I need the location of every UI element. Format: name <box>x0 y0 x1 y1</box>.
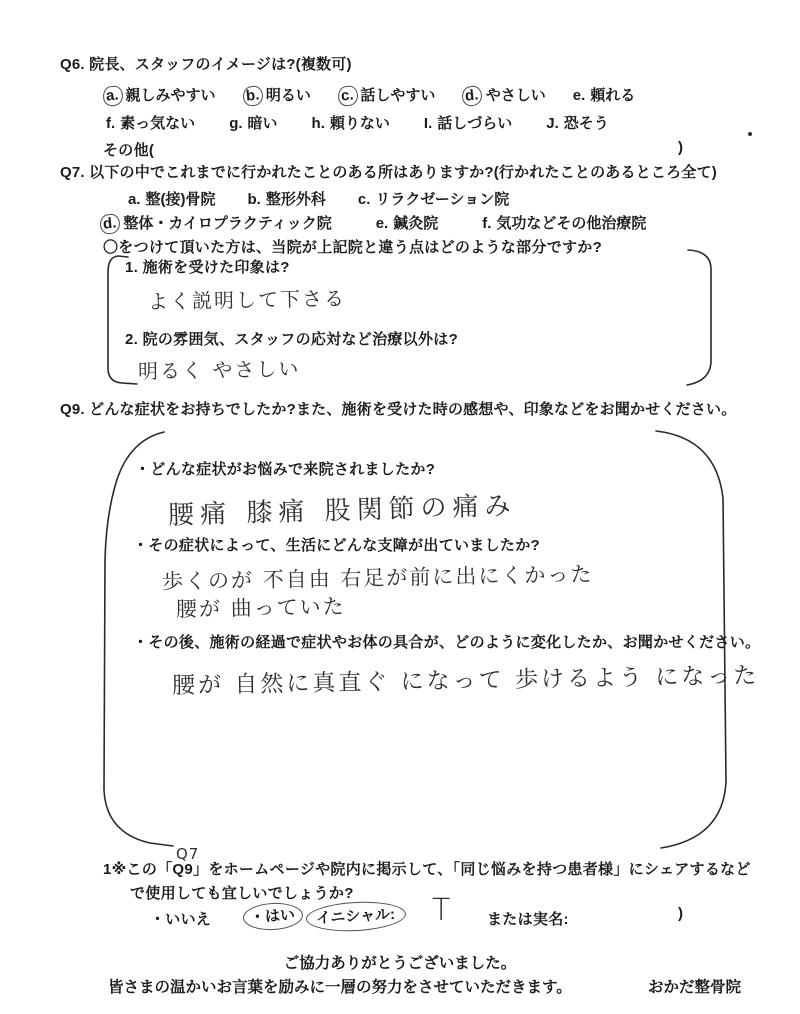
option-letter: f. <box>106 115 116 132</box>
option-label: 話しやすい <box>360 87 436 104</box>
option-letter: d. <box>99 213 121 235</box>
q6-option-h <box>312 112 390 133</box>
q6-options-row2 <box>106 112 609 133</box>
option-label: 気功などその他治療院 <box>496 215 647 232</box>
option-letter: c. <box>357 191 371 208</box>
option-letter: b. <box>247 191 261 208</box>
q9-bullet-3: ・その後、施術の経過で症状やお体の具合が、どのように変化したか、お聞かせください。 <box>133 634 761 651</box>
box-question-1: 1. 施術を受けた印象は? <box>125 259 290 276</box>
option-label: 整体・カイロプラクティック院 <box>123 215 332 232</box>
option-label: 話しづらい <box>437 115 513 132</box>
option-label: 親しみやすい <box>125 87 216 104</box>
option-letter: b. <box>242 85 264 107</box>
q9-bullet-2: ・その症状によって、生活にどんな支障が出ていましたか? <box>133 537 540 554</box>
q7-option-c <box>358 188 509 209</box>
option-letter: d. <box>461 85 483 107</box>
option-label: やさしい <box>485 87 546 104</box>
handwritten-impact-line2: 腰が 曲っていた <box>175 594 346 622</box>
q7-option-d <box>100 212 332 234</box>
option-letter: e. <box>572 87 586 104</box>
q6-option-d <box>462 84 545 106</box>
option-label: 明るい <box>265 87 311 104</box>
q7-options-row2 <box>100 212 646 234</box>
consent-option-no: ・いいえ <box>150 911 212 928</box>
consent-close-paren: ) <box>678 905 684 922</box>
option-label: 素っ気ない <box>120 115 196 132</box>
q6-option-i <box>424 112 512 133</box>
box-question-2: 2. 院の雰囲気、スタッフの応対など治療以外は? <box>125 331 459 348</box>
clinic-name: おかだ整骨院 <box>648 979 742 996</box>
footer-message: 皆さまの温かいお言葉を励みに一層の努力をさせていただきます。 <box>108 979 572 996</box>
option-letter: a. <box>102 85 123 107</box>
q6-title: Q6. 院長、スタッフのイメージは?(複数可) <box>60 56 352 73</box>
consent-line-1: 1※この「Q9」をホームページや院内に掲示して、「同じ悩みを持つ患者様」にシェアするなど <box>103 861 751 878</box>
q7-circle-prompt: 〇をつけて頂いた方は、当院が上記院と違う点はどのような部分ですか? <box>103 239 603 256</box>
q6-option-g <box>229 112 277 133</box>
q6-option-j <box>546 112 609 133</box>
option-letter: e. <box>375 215 389 232</box>
option-label: 頼れる <box>590 87 636 104</box>
option-label: 暗い <box>247 115 278 132</box>
handwritten-initial-value: T <box>432 893 451 928</box>
q6-option-b <box>243 84 311 106</box>
q9-title: Q9. どんな症状をお持ちでしたか?また、施術を受けた時の感想や、印象などをお聞かせください。 <box>60 401 737 418</box>
q7-option-b <box>248 188 326 209</box>
handwritten-answer-2: 明るく やさしい <box>137 356 301 384</box>
handwritten-margin-note: Q7 <box>176 845 200 863</box>
handwritten-impact-line1: 歩くのが 不自由 右足が前に出にくかった <box>161 562 594 594</box>
q6-option-c <box>338 84 436 106</box>
handwritten-symptoms: 腰痛 膝痛 股関節の痛み <box>167 491 517 531</box>
q6-option-f <box>106 112 195 133</box>
q6-other-close-paren: ) <box>678 139 684 156</box>
option-letter: h. <box>311 115 325 132</box>
footer-thanks: ご協力ありがとうございました。 <box>283 955 517 972</box>
q7-option-a <box>128 188 216 209</box>
option-label: 恐そう <box>563 115 609 132</box>
option-label: 整形外科 <box>265 191 326 208</box>
option-letter: J. <box>546 115 559 132</box>
option-letter: g. <box>229 115 243 132</box>
q7-options-row1 <box>128 188 509 209</box>
handwritten-answer-1: よく説明して下さる <box>147 286 347 314</box>
q6-option-e <box>573 84 636 105</box>
option-letter: a. <box>128 191 141 208</box>
q7-title: Q7. 以下の中でこれまでに行かれたことのある所はありますか?(行かれたことのあるところ全て) <box>60 164 717 181</box>
option-letter: f. <box>482 215 492 232</box>
q9-bullet-1: ・どんな症状がお悩みで来院されましたか? <box>135 461 436 478</box>
option-letter: I. <box>423 115 433 132</box>
option-label: 鍼灸院 <box>393 215 439 232</box>
consent-initial-label-circled: イニシャル: <box>305 899 406 933</box>
consent-option-yes-circled: ・はい <box>242 901 303 931</box>
q6-option-a <box>103 84 216 106</box>
option-letter: c. <box>337 85 358 107</box>
handwritten-outcome: 腰が 自然に真直ぐ になって 歩けるよう になった <box>171 662 760 700</box>
option-label: 整(接)骨院 <box>145 191 216 208</box>
scan-artifact-dot <box>748 132 752 136</box>
consent-line-2: で使用しても宜しいでしょうか? <box>130 885 354 902</box>
q6-options-row1 <box>103 84 635 106</box>
consent-realname-label: または実名: <box>487 911 569 928</box>
option-label: 頼りない <box>329 115 390 132</box>
q7-option-f <box>482 212 646 233</box>
option-label: リラクゼーション院 <box>375 191 510 208</box>
q7-option-e <box>376 212 439 233</box>
q6-other-label: その他( <box>103 142 155 159</box>
